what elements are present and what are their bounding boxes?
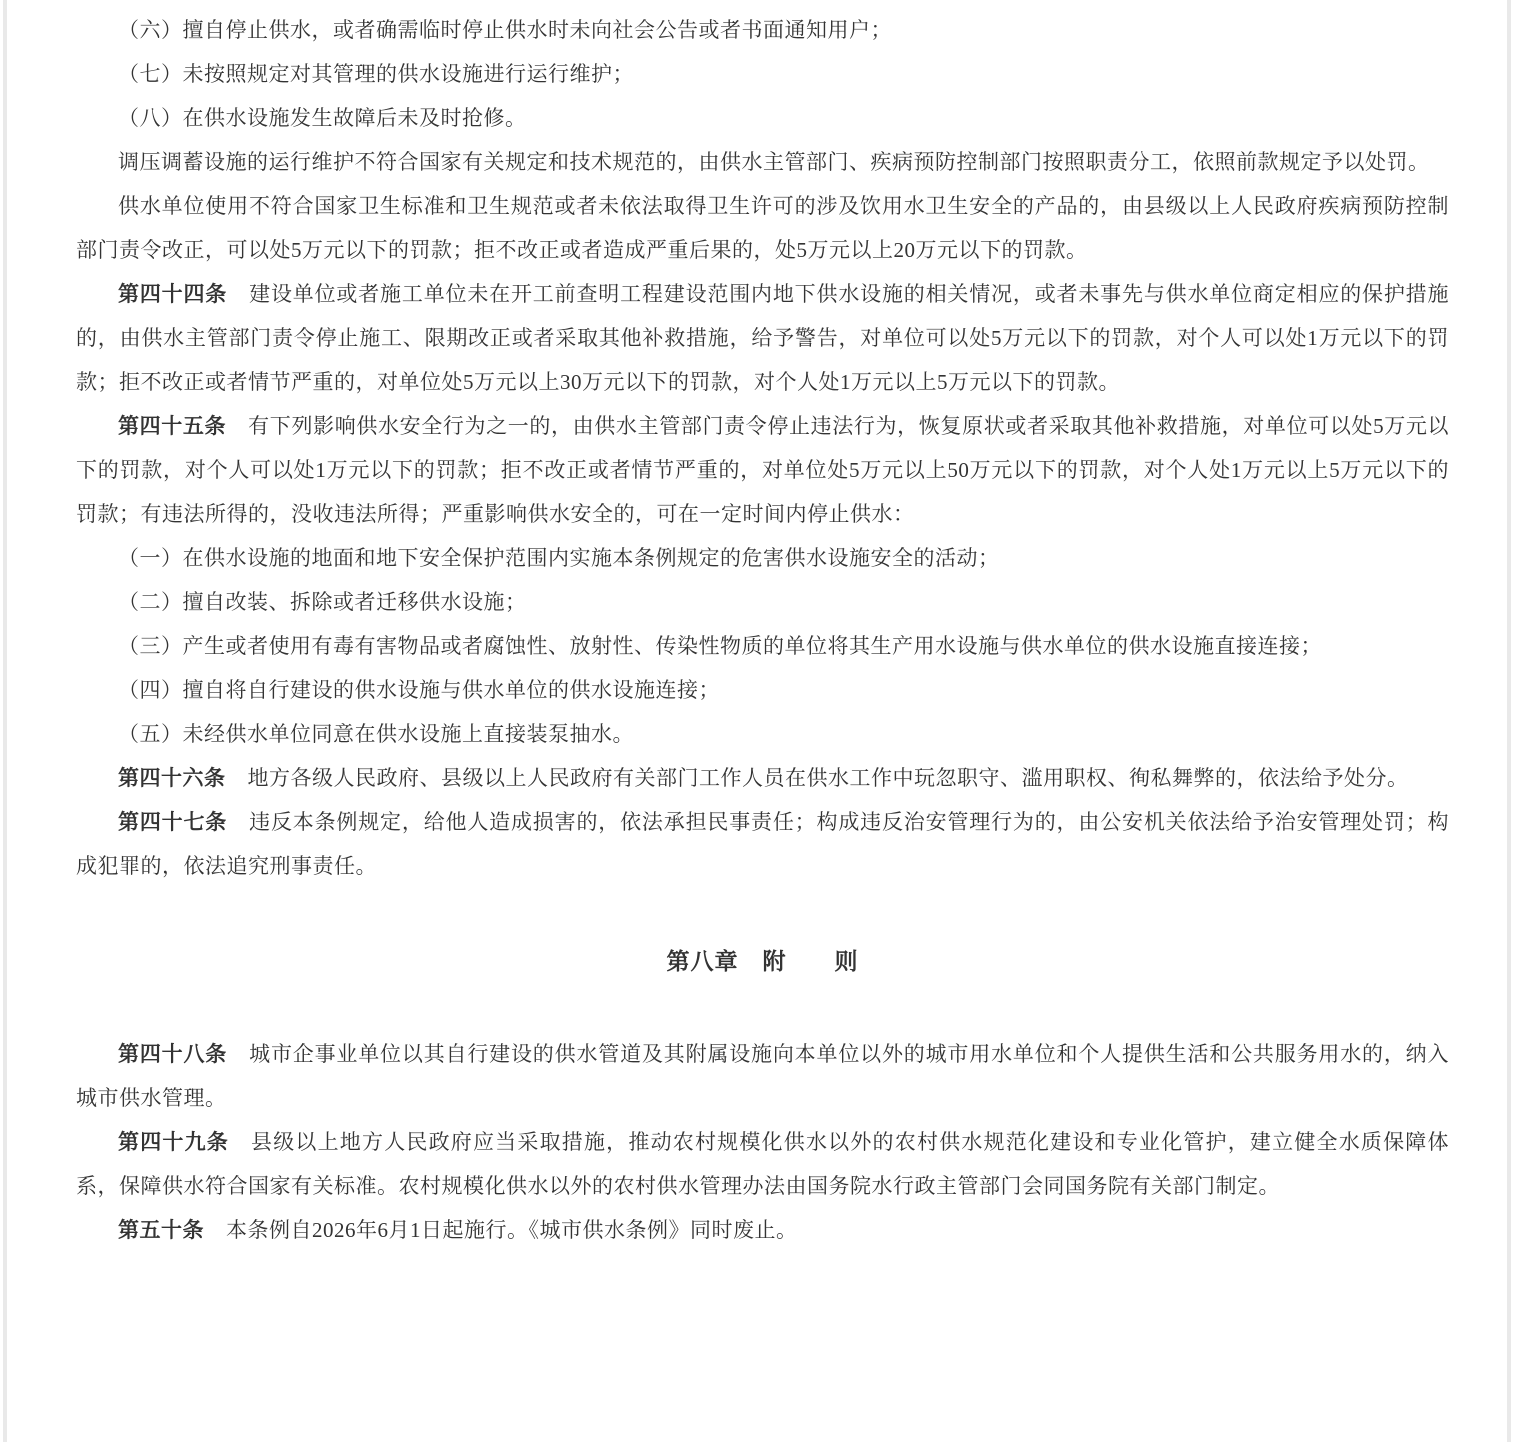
article-50-paragraph (76, 1208, 1449, 1252)
article-number: 第四十四条 (118, 282, 228, 306)
page-right-edge (1507, 0, 1511, 1442)
document-page (7, 0, 1507, 1442)
article-44-paragraph (76, 272, 1449, 404)
article-49-paragraph (76, 1120, 1449, 1208)
article-text: 建设单位或者施工单位未在开工前查明工程建设范围内地下供水设施的相关情况，或者未事先与供水单位商定相应的保护措施的，由供水主管部门责令停止施工、限期改正或者采取其他补救措施，给予警告，对单位可以处5万元以下的罚款，对个人可以处1万元以下的罚款；拒不改正或者情节严重的，对单位处5万元以上30万元以下的罚款，对个人处1万元以上5万元以下的罚款。 (76, 282, 1450, 394)
article-text: 本条例自2026年6月1日起施行。《城市供水条例》同时废止。 (226, 1218, 798, 1242)
article-46-paragraph (76, 756, 1449, 800)
article-number: 第四十九条 (118, 1130, 229, 1154)
article-47-paragraph (76, 800, 1449, 888)
article-text: 地方各级人民政府、县级以上人民政府有关部门工作人员在供水工作中玩忽职守、滥用职权、徇私舞弊的，依法给予处分。 (247, 766, 1409, 790)
chapter-heading: 第八章 附 则 (666, 949, 859, 974)
list-item-1: （一）在供水设施的地面和地下安全保护范围内实施本条例规定的危害供水设施安全的活动； (118, 546, 1000, 570)
article-number: 第四十五条 (118, 414, 227, 438)
document-body (7, 0, 1507, 1252)
list-item-8: （八）在供水设施发生故障后未及时抢修。 (118, 106, 527, 130)
article-text: 有下列影响供水安全行为之一的，由供水主管部门责令停止违法行为，恢复原状或者采取其他补救措施，对单位可以处5万元以下的罚款，对个人可以处1万元以下的罚款；拒不改正或者情节严重的，对单位处5万元以上50万元以下的罚款，对个人处1万元以上5万元以下的罚款；有违法所得的，没收违法所得；严重影响供水安全的，可在一定时间内停止供水： (76, 414, 1450, 526)
body-paragraph: 调压调蓄设施的运行维护不符合国家有关规定和技术规范的，由供水主管部门、疾病预防控制部门按照职责分工，依照前款规定予以处罚。 (118, 150, 1430, 174)
article-number: 第四十七条 (118, 810, 228, 834)
body-paragraph: 供水单位使用不符合国家卫生标准和卫生规范或者未依法取得卫生许可的涉及饮用水卫生安全的产品的，由县级以上人民政府疾病预防控制部门责令改正，可以处5万元以下的罚款；拒不改正或者造成严重后果的，处5万元以上20万元以下的罚款。 (76, 194, 1449, 262)
list-item-7: （七）未按照规定对其管理的供水设施进行运行维护； (118, 62, 634, 86)
article-number: 第四十六条 (118, 766, 226, 790)
list-item-2: （二）擅自改装、拆除或者迁移供水设施； (118, 590, 527, 614)
article-text: 城市企事业单位以其自行建设的供水管道及其附属设施向本单位以外的城市用水单位和个人提供生活和公共服务用水的，纳入城市供水管理。 (76, 1042, 1450, 1110)
article-45-paragraph (76, 404, 1449, 536)
list-item-6: （六）擅自停止供水，或者确需临时停止供水时未向社会公告或者书面通知用户； (118, 18, 892, 42)
article-text: 县级以上地方人民政府应当采取措施，推动农村规模化供水以外的农村供水规范化建设和专业化管护，建立健全水质保障体系，保障供水符合国家有关标准。农村规模化供水以外的农村供水管理办法由国务院水行政主管部门会同国务院有关部门制定。 (76, 1130, 1450, 1198)
list-item-4: （四）擅自将自行建设的供水设施与供水单位的供水设施连接； (118, 678, 720, 702)
list-item-3: （三）产生或者使用有毒有害物品或者腐蚀性、放射性、传染性物质的单位将其生产用水设施与供水单位的供水设施直接连接； (118, 634, 1322, 658)
article-number: 第五十条 (118, 1218, 204, 1242)
article-text: 违反本条例规定，给他人造成损害的，依法承担民事责任；构成违反治安管理行为的，由公安机关依法给予治安管理处罚；构成犯罪的，依法追究刑事责任。 (76, 810, 1450, 878)
article-48-paragraph (76, 1032, 1449, 1120)
article-number: 第四十八条 (118, 1042, 228, 1066)
list-item-5: （五）未经供水单位同意在供水设施上直接装泵抽水。 (118, 722, 634, 746)
